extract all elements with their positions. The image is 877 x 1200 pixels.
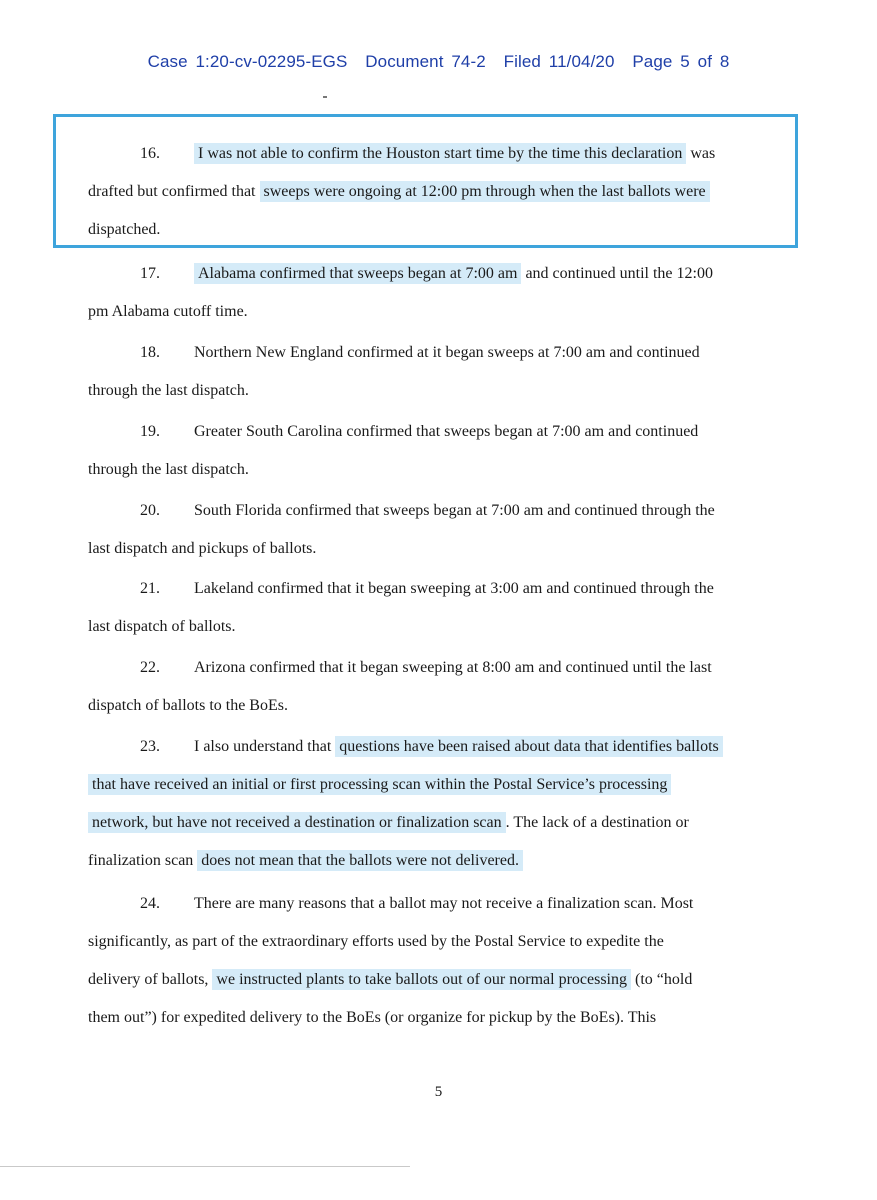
text: dispatch of ballots to the BoEs. [88, 697, 288, 714]
para-num: 21. [140, 580, 160, 597]
highlight: sweeps were ongoing at 12:00 pm through when the last ballots were [260, 181, 710, 202]
text: them out”) for expedited delivery to the BoEs (or organize for pickup by the BoEs). This [88, 1009, 657, 1026]
document-number: Document 74-2 [365, 52, 486, 71]
paragraph-19 [88, 413, 756, 489]
filed-date: Filed 11/04/20 [503, 52, 615, 71]
text: . The lack of a destination or [505, 814, 689, 831]
text: South Florida confirmed that sweeps began at 7:00 am and continued through the [194, 502, 715, 519]
paragraph-23 [88, 728, 768, 880]
para-num: 20. [140, 502, 160, 519]
case-header [0, 52, 877, 72]
text: Arizona confirmed that it began sweeping at 8:00 am and continued until the last [194, 659, 712, 676]
highlight: questions have been raised about data that identifies ballots [335, 736, 722, 757]
scan-speck [323, 96, 327, 98]
highlight: Alabama confirmed that sweeps began at 7:00 am [194, 263, 521, 284]
text: last dispatch and pickups of ballots. [88, 540, 317, 557]
para-num: 19. [140, 423, 160, 440]
text: delivery of ballots, [88, 971, 213, 988]
text: through the last dispatch. [88, 461, 249, 478]
para-num: 18. [140, 344, 160, 361]
para-num: 24. [140, 895, 160, 912]
paragraph-17 [88, 255, 756, 331]
para-num: 16. [140, 145, 160, 162]
highlight: I was not able to confirm the Houston start time by the time this declaration [194, 143, 686, 164]
para-num: 23. [140, 738, 160, 755]
highlight: we instructed plants to take ballots out of our normal processing [212, 969, 631, 990]
paragraph-18 [88, 334, 756, 410]
text: and continued until the 12:00 [521, 265, 713, 282]
text: significantly, as part of the extraordinary efforts used by the Postal Service to expedite the [88, 933, 664, 950]
text: last dispatch of ballots. [88, 618, 236, 635]
text: drafted but confirmed that [88, 183, 260, 200]
highlight: does not mean that the ballots were not delivered. [197, 850, 523, 871]
text: I also understand that [194, 738, 336, 755]
page-number: 5 [434, 1084, 443, 1100]
text: Greater South Carolina confirmed that sweeps began at 7:00 am and continued [194, 423, 699, 440]
para-num: 17. [140, 265, 160, 282]
para-num: 22. [140, 659, 160, 676]
text: dispatched. [88, 221, 161, 238]
highlight: network, but have not received a destination or finalization scan [88, 812, 506, 833]
highlight: that have received an initial or first processing scan within the Postal Service’s processing [88, 774, 671, 795]
text: There are many reasons that a ballot may not receive a finalization scan. Most [194, 895, 694, 912]
paragraph-16 [88, 135, 756, 249]
text: (to “hold [631, 971, 693, 988]
text: through the last dispatch. [88, 382, 249, 399]
text: Lakeland confirmed that it began sweeping at 3:00 am and continued through the [194, 580, 714, 597]
text: Northern New England confirmed at it began sweeps at 7:00 am and continued [194, 344, 700, 361]
paragraph-22 [88, 649, 756, 725]
text: finalization scan [88, 852, 198, 869]
paragraph-24 [88, 885, 768, 1037]
text: was [686, 145, 716, 162]
text: pm Alabama cutoff time. [88, 303, 248, 320]
page-indicator: Page 5 of 8 [632, 52, 730, 71]
footer-divider [0, 1166, 410, 1167]
case-number: Case 1:20-cv-02295-EGS [147, 52, 348, 71]
paragraph-20 [88, 492, 756, 568]
paragraph-21 [88, 570, 756, 646]
